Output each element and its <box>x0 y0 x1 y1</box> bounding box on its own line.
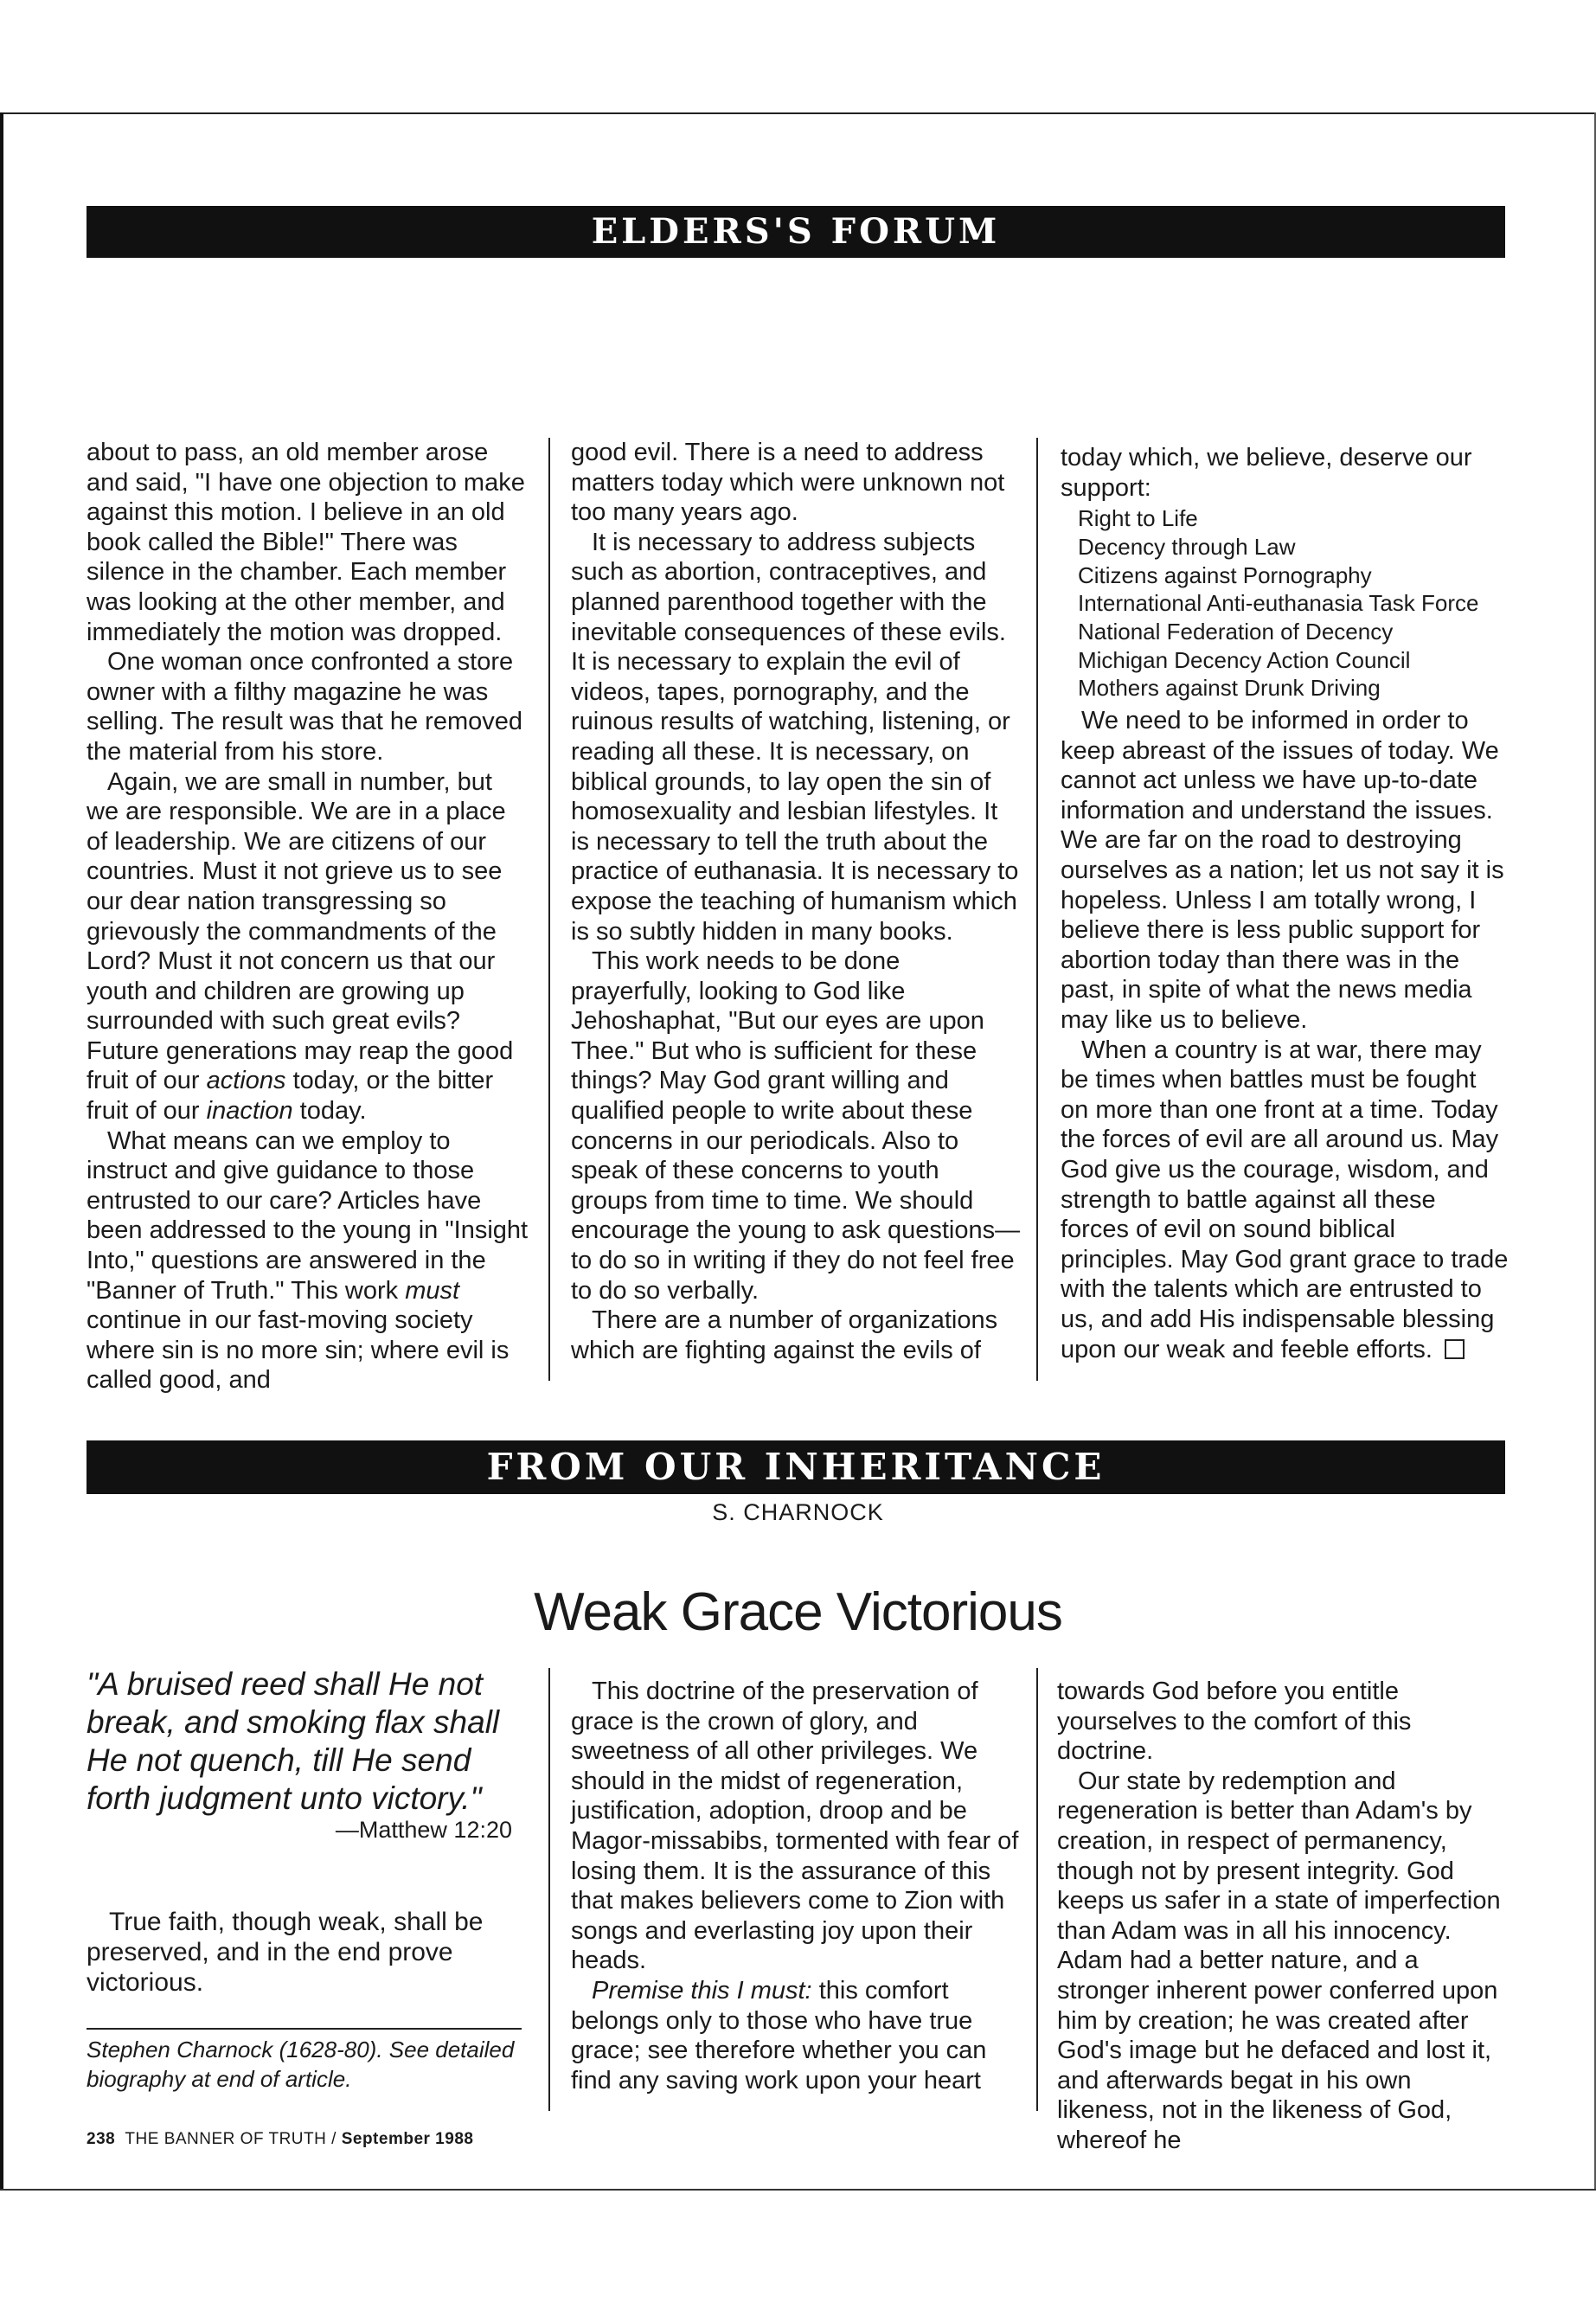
paragraph: about to pass, an old member arose and said, "I have one objection to make against this motion. I believe in an old book called the Bible!" There was silence in the chamber. Each member was looking at the other member, and immediately the motion was dropped. <box>87 439 525 646</box>
elders-forum-column-2 <box>571 438 1021 1365</box>
scan-margin-top <box>0 0 1596 114</box>
list-item: Citizens against Pornography <box>1078 561 1372 588</box>
paragraph: good evil. There is a need to address matters today which were unknown not too many years ago. <box>571 439 1005 527</box>
lead-text: True faith, though weak, shall be preserved, and in the end prove victorious. <box>87 1908 484 1997</box>
scripture-quote <box>87 1665 519 1818</box>
publication-name: THE BANNER OF TRUTH / <box>125 2130 337 2148</box>
section-header-from-our-inheritance: FROM OUR INHERITANCE <box>87 1440 1505 1494</box>
text-run: this comfort belongs only to those who have true grace; see therefore whether you can find any saving work upon your heart <box>571 1976 987 2095</box>
text-run: What means can we employ to instruct and give guidance to those entrusted to our care? Articles have been addressed to the young in "Insight Into," questions are answered in the "Banner of Truth." This work <box>87 1126 529 1305</box>
emphasis-text: actions <box>206 1067 286 1095</box>
text-run: today. <box>299 1097 367 1126</box>
quote-line: He not quench, till He send <box>87 1742 471 1778</box>
text-run: continue in our fast-moving society where sin is no more sin; where evil is called good, and <box>87 1306 510 1395</box>
text-run: When a country is at war, there may be times when battles must be fought on more than one front at a time. Today the forces of evil are all around us. May God give us the courage, wisdom, and strength to battle against all these forces of evil on sound biblical principles. May God grant grace to trade with the talents which are entrusted to us, and add His indispensable blessing upon our weak and feeble efforts. <box>1061 1036 1509 1363</box>
paragraph: One woman once confronted a store owner with a filthy magazine he was selling. The result was that he removed the material from his store. <box>87 648 523 766</box>
list-item: Right to Life <box>1078 505 1198 532</box>
paragraph: This work needs to be done prayerfully, looking to God like Jehoshaphat, "But our eyes are upon Thee." But who is sufficient for these things? May God grant willing and qualified people to write about these concerns in our periodicals. Also to speak of these concerns to youth groups from time to time. We should encourage the young to ask questions—to do so in writing if they do not feel free to do so verbally. <box>571 947 1021 1305</box>
scan-margin-bottom <box>0 2189 1596 2303</box>
issue-date: September 1988 <box>341 2130 474 2148</box>
column-divider <box>1036 438 1038 1381</box>
column-divider <box>548 1668 550 2111</box>
column-divider <box>1036 1668 1038 2111</box>
section-header-elders-forum: ELDERS'S FORUM <box>87 206 1505 258</box>
list-item: National Federation of Decency <box>1078 619 1394 645</box>
bio-divider <box>87 2028 522 2030</box>
text-run: today, or the bitter fruit of our <box>87 1067 494 1126</box>
column-divider <box>548 438 550 1381</box>
list-item: Michigan Decency Action Council <box>1078 646 1411 673</box>
quote-line: break, and smoking flax shall <box>87 1704 500 1740</box>
text-run: Again, we are small in number, but we are responsible. We are in a place of leadership. We are citizens of our countries. Must it not grieve us to see our dear nation transgressing so grievously the commandments of the Lord? Must it not concern us that our youth and children are growing up surrounded with such great evils? Future generations may reap the good fruit of our <box>87 767 514 1095</box>
paragraph <box>87 767 529 1126</box>
elders-forum-column-3 <box>1061 443 1510 1364</box>
emphasis-text: Premise this I must: <box>592 1976 812 2005</box>
paragraph: Our state by redemption and regeneration is better than Adam's by creation, in respect of permanency, though not by present integrity. God keeps us safer in a state of imperfection than Adam was in all his innocency. Adam had a better nature, and a stronger inherent power conferred upon him by creation; he was created after God's image but he defaced and lost it, and afterwards begat in his own likeness, not in the likeness of God, whereof he <box>1057 1767 1501 2154</box>
author-bio-note: Stephen Charnock (1628-80). See detailed biography at end of article. <box>87 2037 515 2092</box>
page-number: 238 <box>87 2130 116 2148</box>
article-author: S. CHARNOCK <box>712 1499 884 1525</box>
article-column-3 <box>1057 1677 1510 2156</box>
page-footer <box>87 2130 473 2149</box>
paragraph: It is necessary to address subjects such as abortion, contraceptives, and planned parenthood together with the inevitable consequences of these evils. It is necessary to explain the evil of videos, tapes, pornography, and the ruinous results of watching, listening, or reading all these. It is necessary, on biblical grounds, to lay open the sin of homosexuality and lesbian lifestyles. It is necessary to tell the truth about the practice of euthanasia. It is necessary to expose the teaching of humanism which is so subtly hidden in many books. <box>571 528 1019 946</box>
list-item: Decency through Law <box>1078 533 1296 560</box>
paragraph: We need to be informed in order to keep abreast of the issues of today. We cannot act unless we have up-to-date information and understand the issues. We are far on the road to destroying ourselves as a nation; let us not say it is hopeless. Unless I am totally wrong, I believe there is less public support for abortion today than there was in the past, in spite of what the news media may like us to believe. <box>1061 707 1504 1035</box>
paragraph: towards God before you entitle yourselves to the comfort of this doctrine. <box>1057 1678 1412 1766</box>
quote-line: forth judgment unto victory." <box>87 1780 482 1816</box>
article-column-2 <box>571 1677 1021 2095</box>
page-edge-left <box>0 112 3 2189</box>
article-title: Weak Grace Victorious <box>534 1582 1062 1642</box>
paragraph: today which, we believe, deserve our support: <box>1061 444 1472 502</box>
organization-list <box>1078 504 1510 702</box>
paragraph: There are a number of organizations which are fighting against the evils of <box>571 1306 998 1364</box>
article-lead <box>87 1907 519 1998</box>
quote-line: "A bruised reed shall He not <box>87 1666 484 1702</box>
list-item: Mothers against Drunk Driving <box>1078 675 1381 702</box>
emphasis-text: inaction <box>206 1097 293 1126</box>
emphasis-text: must <box>405 1276 460 1305</box>
elders-forum-column-1 <box>87 438 529 1395</box>
end-of-article-mark <box>1445 1339 1465 1359</box>
list-item: International Anti-euthanasia Task Force <box>1078 590 1479 617</box>
paragraph <box>87 1126 529 1395</box>
paragraph <box>571 1976 1021 2095</box>
paragraph <box>1061 1036 1510 1365</box>
paragraph: This doctrine of the preservation of grace is the crown of glory, and sweetness of all other privileges. We should in the midst of regeneration, justification, adoption, droop and be Magor-missabibs, tormented with fear of losing them. It is the assurance of this that makes believers come to Zion with songs and everlasting joy upon their heads. <box>571 1678 1019 1975</box>
quote-reference: —Matthew 12:20 <box>335 1817 512 1843</box>
